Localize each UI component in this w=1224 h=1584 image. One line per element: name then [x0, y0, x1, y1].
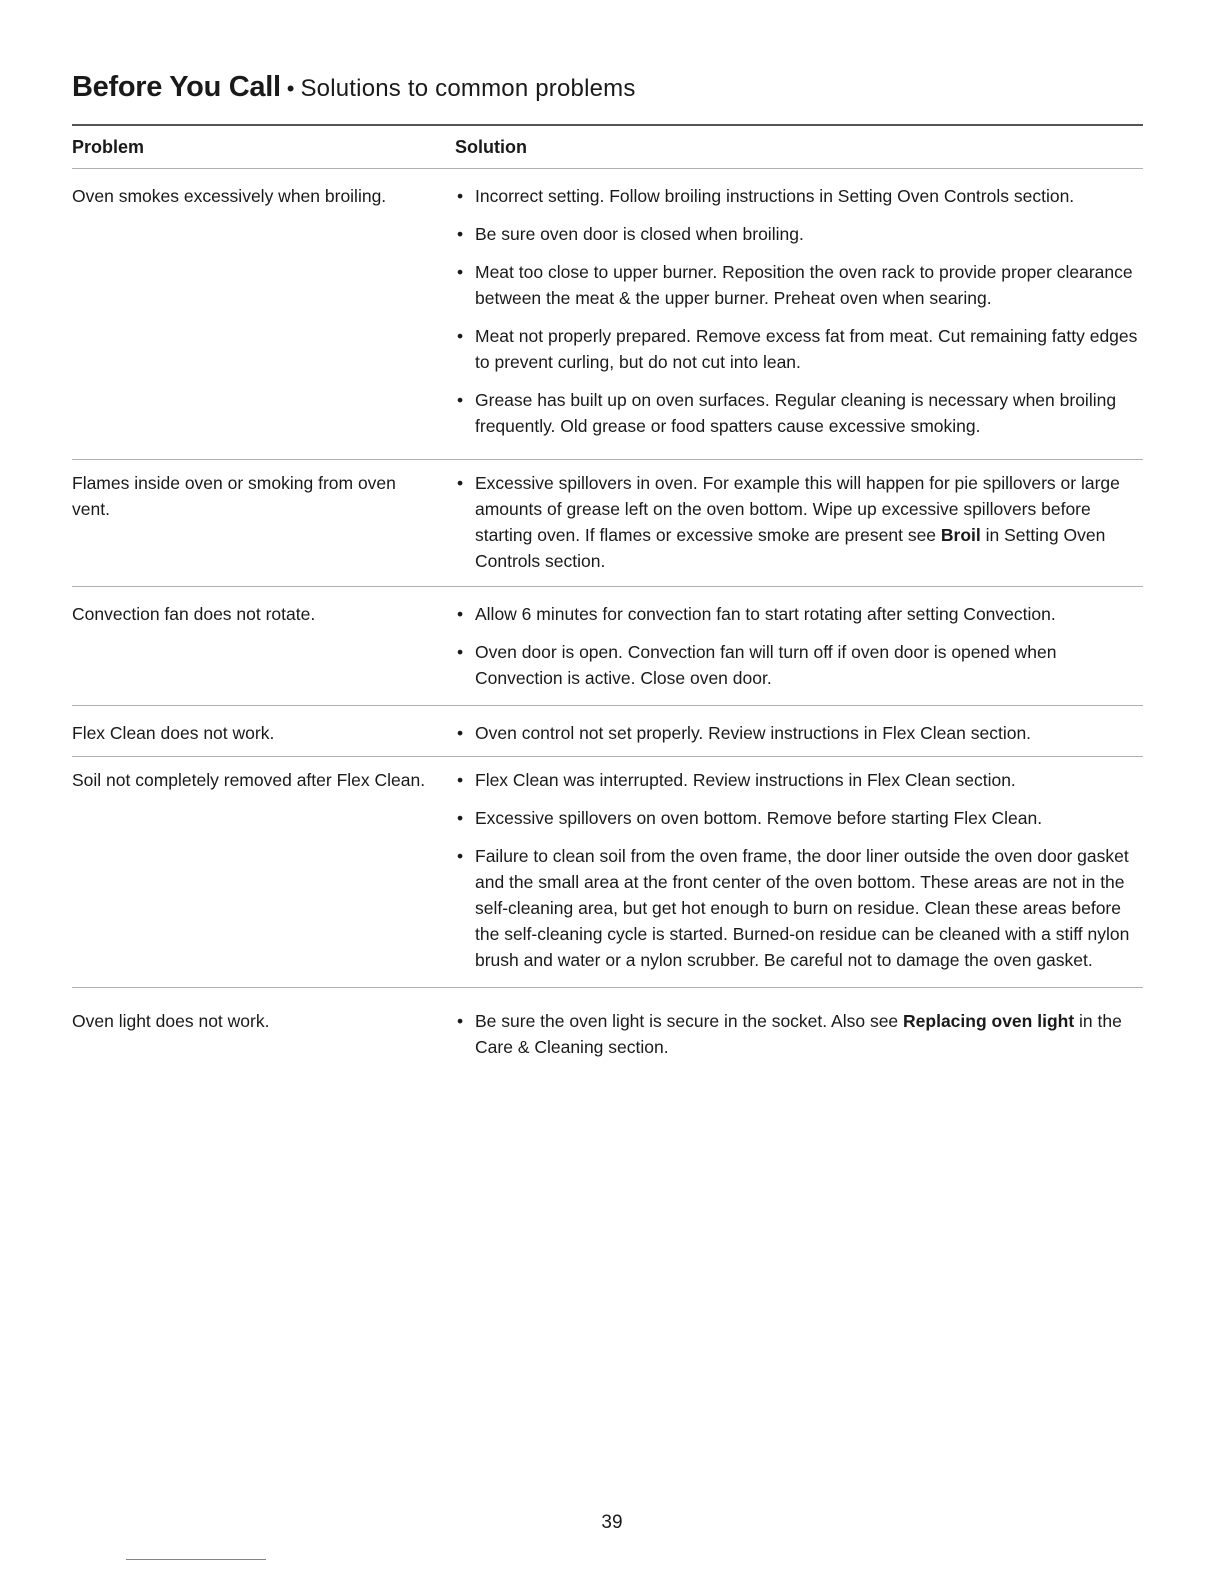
solution-text: Excessive spillovers in oven. For example this will happen for pie spillovers or large amounts of grease left on the oven bottom. Wipe up excessive spillovers before starting oven. If flames or excessive smoke are present see — [475, 473, 1120, 545]
table-row — [72, 706, 1143, 757]
problem-cell: Flex Clean does not work. — [72, 723, 275, 743]
bullet-icon: • — [457, 808, 464, 828]
bullet-icon: • — [457, 186, 464, 206]
title-subtitle: Solutions to common problems — [300, 75, 636, 102]
solution-cell — [455, 601, 1143, 691]
solution-list — [455, 470, 1143, 574]
solution-item — [455, 259, 1143, 311]
solution-cell — [455, 470, 1143, 574]
solution-item — [455, 720, 1143, 746]
bullet-icon: • — [457, 224, 464, 244]
solution-text: Be sure oven door is closed when broiling. — [475, 224, 804, 244]
solution-text: Grease has built up on oven surfaces. Regular cleaning is necessary when broiling frequently. Old grease or food spatters cause excessive smoking. — [475, 390, 1117, 436]
solution-text: Meat not properly prepared. Remove excess fat from meat. Cut remaining fatty edges to prevent curling, but do not cut into lean. — [475, 326, 1138, 372]
bullet-icon: • — [457, 326, 464, 346]
solution-text: in Setting Oven Controls section. — [475, 525, 1106, 571]
bullet-icon: • — [457, 390, 464, 410]
column-header-problem: Problem — [72, 136, 145, 157]
title-bullet: • — [286, 76, 295, 101]
column-header-solution: Solution — [455, 136, 527, 157]
solution-list — [455, 767, 1143, 973]
solution-item — [455, 221, 1143, 247]
bullet-icon: • — [457, 262, 464, 282]
solution-text: Incorrect setting. Follow broiling instructions in Setting Oven Controls section. — [475, 186, 1075, 206]
solution-text: Meat too close to upper burner. Reposition the oven rack to provide proper clearance between the meat & the upper burner. Preheat oven when searing. — [475, 262, 1133, 308]
solution-item — [455, 1008, 1143, 1060]
problem-cell: Oven light does not work. — [72, 1011, 270, 1031]
problem-cell: Oven smokes excessively when broiling. — [72, 186, 387, 206]
solution-cell — [455, 183, 1143, 439]
bullet-icon: • — [457, 1011, 464, 1031]
bullet-icon: • — [457, 846, 464, 866]
table-row — [72, 587, 1143, 706]
solution-text: Allow 6 minutes for convection fan to start rotating after setting Convection. — [475, 604, 1056, 624]
solution-text: Failure to clean soil from the oven frame, the door liner outside the oven door gasket and the small area at the front center of the oven bottom. These areas are not in the self-cleaning area, but get hot enough to burn on residue. Clean these areas before the self-cleaning cycle is started. Burned-on residue can be cleaned with a stiff nylon brush and water or a nylon scrubber. Be careful not to damage the oven gasket. — [475, 846, 1130, 970]
table-header-row — [72, 126, 1143, 169]
solution-item — [455, 843, 1143, 973]
problem-cell: Soil not completely removed after Flex Clean. — [72, 770, 426, 790]
bullet-icon: • — [457, 604, 464, 624]
table-row — [72, 460, 1143, 587]
page-number: 39 — [601, 1512, 623, 1533]
table-row — [72, 757, 1143, 988]
bullet-icon: • — [457, 723, 464, 743]
solution-cell — [455, 767, 1143, 973]
solution-item — [455, 639, 1143, 691]
title-main: Before You Call — [72, 71, 281, 103]
table-row — [72, 169, 1143, 460]
solution-text: in the Care & Cleaning section. — [475, 1011, 1122, 1057]
page-title — [72, 66, 636, 110]
solution-text-bold: Replacing oven light — [903, 1011, 1075, 1031]
solution-text: Oven control not set properly. Review instructions in Flex Clean section. — [475, 723, 1032, 743]
solution-item — [455, 387, 1143, 439]
solution-item — [455, 601, 1143, 627]
solution-item — [455, 805, 1143, 831]
table-row — [72, 988, 1143, 1060]
solution-text: Excessive spillovers on oven bottom. Remove before starting Flex Clean. — [475, 808, 1043, 828]
solution-text: Be sure the oven light is secure in the socket. Also see — [475, 1011, 904, 1031]
solution-list — [455, 720, 1143, 746]
solution-item — [455, 323, 1143, 375]
solution-text: Oven door is open. Convection fan will turn off if oven door is opened when Convection is active. Close oven door. — [475, 642, 1057, 688]
solution-list — [455, 183, 1143, 439]
solution-cell — [455, 1008, 1143, 1060]
solution-item — [455, 183, 1143, 209]
bullet-icon: • — [457, 642, 464, 662]
troubleshooting-table — [72, 124, 1143, 1060]
solution-item — [455, 470, 1143, 574]
problem-cell: Flames inside oven or smoking from oven vent. — [72, 473, 396, 519]
solution-cell — [455, 720, 1143, 746]
solution-text-bold: Broil — [940, 525, 981, 545]
bullet-icon: • — [457, 770, 464, 790]
problem-cell: Convection fan does not rotate. — [72, 604, 316, 624]
solution-list — [455, 601, 1143, 691]
solution-text: Flex Clean was interrupted. Review instructions in Flex Clean section. — [475, 770, 1016, 790]
bullet-icon: • — [457, 473, 464, 493]
footer-divider — [126, 1559, 266, 1560]
solution-item — [455, 767, 1143, 793]
solution-list — [455, 1008, 1143, 1060]
